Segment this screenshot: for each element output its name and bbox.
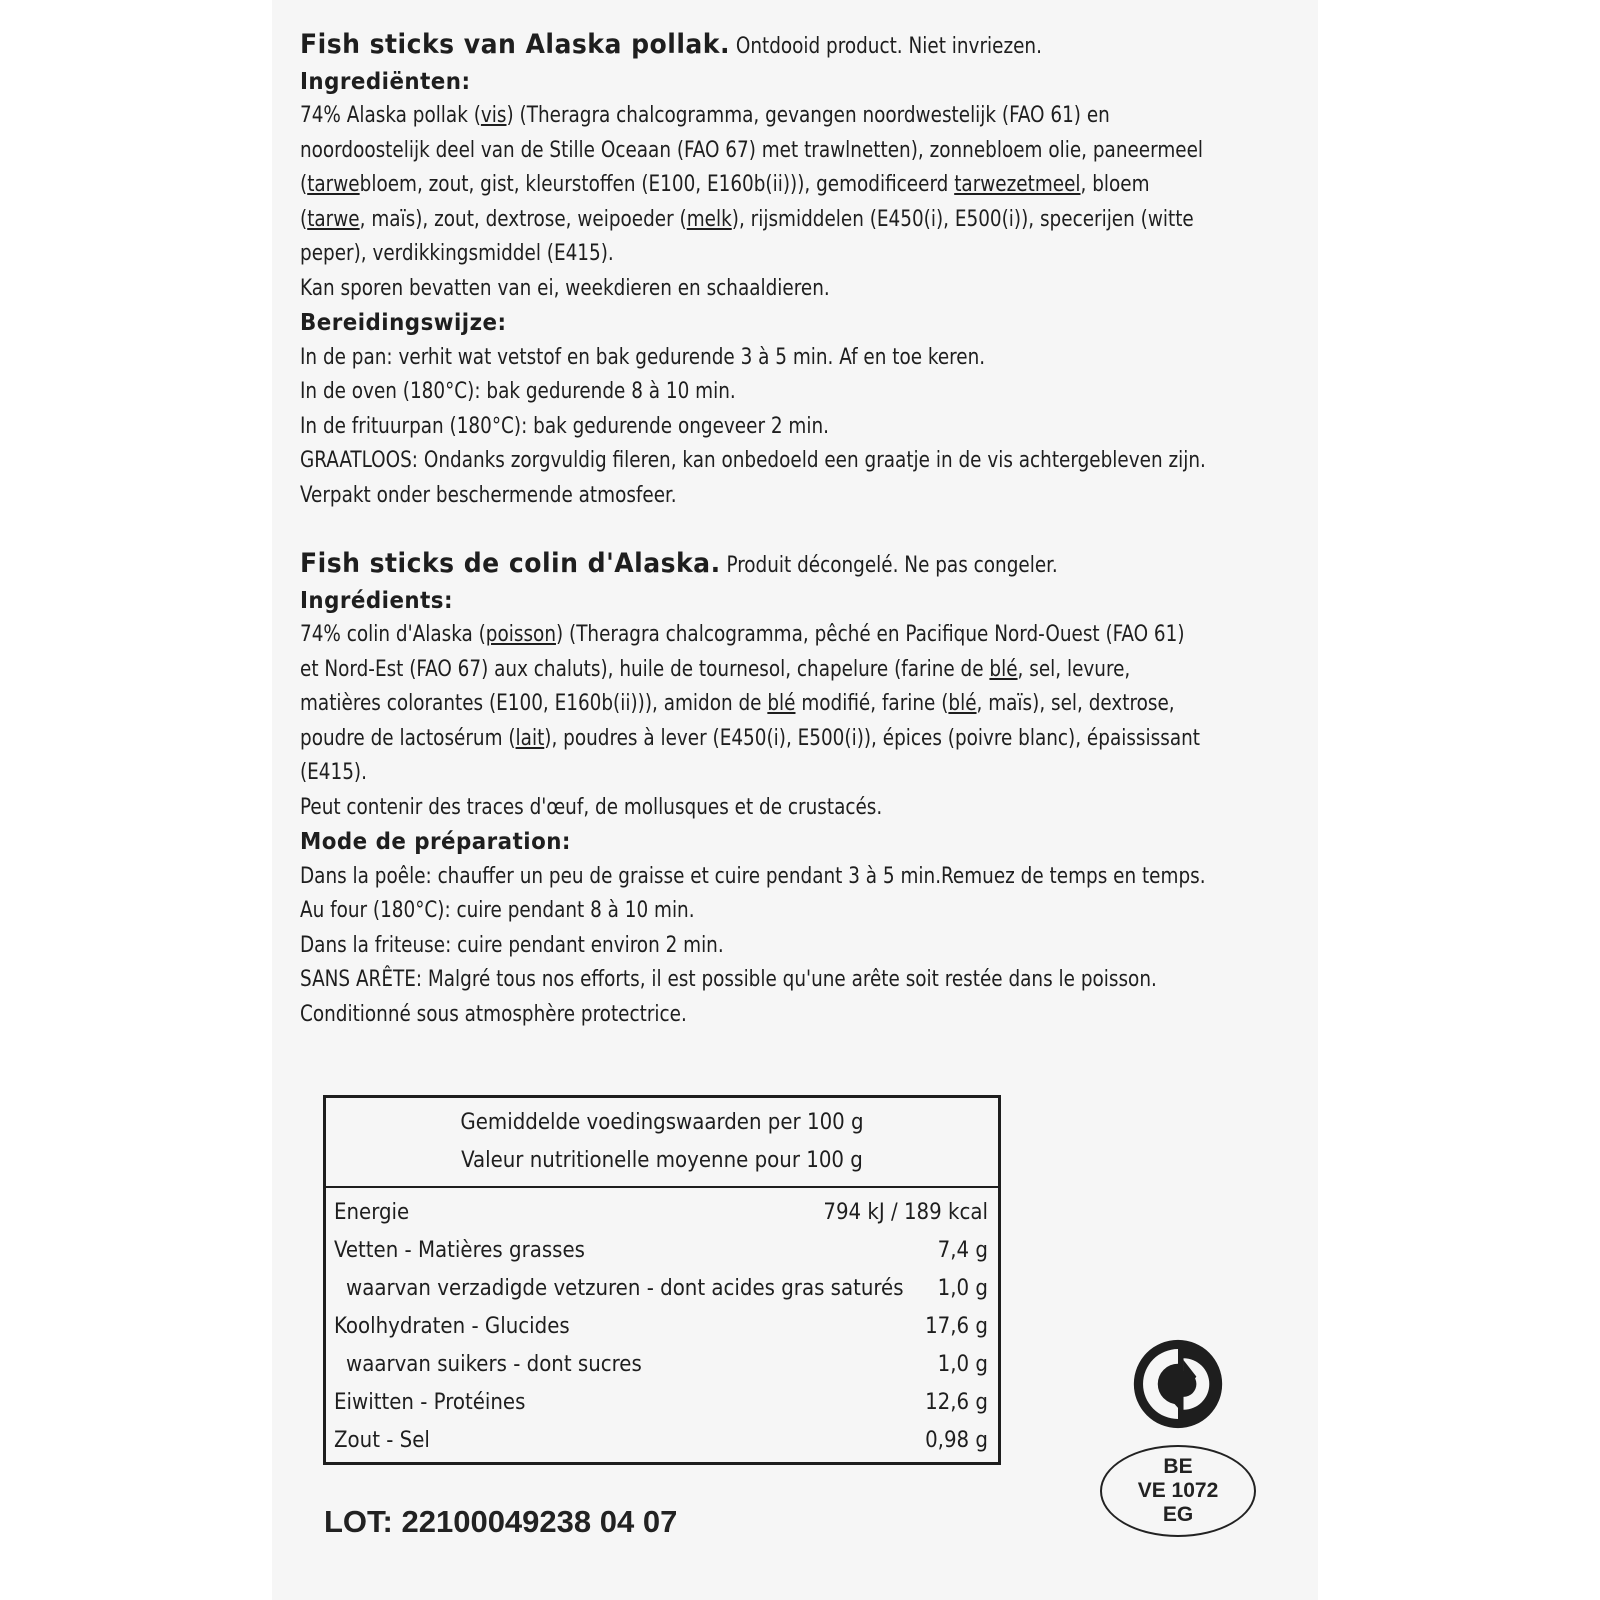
nl-title-note: Ontdooid product. Niet invriezen.: [735, 34, 1042, 59]
health-mark-number: VE 1072: [1137, 1479, 1219, 1502]
nutrition-row: Koolhydraten - Glucides 17,6 g: [334, 1314, 988, 1339]
nl-ingredients-line-2: noordoostelijk deel van de Stille Oceaan (FAO 67) met trawlnetten), zonnebloem olie, paneermeel: [300, 137, 1204, 163]
nl-ingredients-heading: Ingrediënten:: [300, 68, 471, 95]
nl-ingredients-line-5: peper), verdikkingsmiddel (E415).: [300, 241, 614, 266]
fr-packed: Conditionné sous atmosphère protectrice.: [300, 1001, 687, 1027]
allergen: lait: [515, 725, 545, 751]
health-mark-country: BE: [1163, 1455, 1193, 1478]
nutrition-header: [326, 1098, 998, 1188]
nl-prep-fryer: In de frituurpan (180°C): bak gedurende ongeveer 2 min.: [300, 413, 829, 439]
fr-ingredients-line-4: poudre de lactosérum (lait), poudres à lever (E450(i), E500(i)), épices (poivre blanc), épaississant: [300, 725, 1200, 751]
fr-title-line: [300, 547, 1230, 584]
allergen: blé: [948, 691, 977, 716]
fr-ingredients-heading: Ingrédients:: [300, 587, 454, 614]
fr-prep-pan: Dans la poêle: chauffer un peu de graisse et cuire pendant 3 à 5 min.Remuez de temps en temps.: [300, 863, 1206, 889]
nutrition-row: waarvan suikers - dont sucres 1,0 g: [346, 1352, 988, 1377]
allergen: tarwe: [307, 172, 360, 197]
nl-ingredients-line-1: 74% Alaska pollak (vis) (Theragra chalcogramma, gevangen noordwestelijk (FAO 61) en: [300, 103, 1110, 128]
fr-prep-oven: Au four (180°C): cuire pendant 8 à 10 min.: [300, 898, 695, 923]
nl-title-line: [300, 28, 1230, 65]
fr-ingredients-line-5: (E415).: [300, 760, 367, 785]
nl-ingredients-line-4: (tarwe, maïs), zout, dextrose, weipoeder (melk), rijsmiddelen (E450(i), E500(i)), specerijen (witte: [300, 206, 1194, 232]
nl-prep-heading: Bereidingswijze:: [300, 310, 507, 336]
allergen: tarwe: [307, 206, 360, 232]
nl-traces: Kan sporen bevatten van ei, weekdieren en schaaldieren.: [300, 275, 830, 301]
section-gap: [300, 513, 1230, 547]
allergen: blé: [767, 691, 796, 716]
fr-prep-heading: Mode de préparation:: [300, 829, 571, 855]
lot-number: LOT: 22100049238 04 07: [324, 1504, 678, 1539]
fr-title-note: Produit décongelé. Ne pas congeler.: [726, 553, 1058, 578]
fr-traces: Peut contenir des traces d'œuf, de mollusques et de crustacés.: [300, 794, 883, 820]
nutrition-row: Energie 794 kJ / 189 kcal: [334, 1200, 988, 1225]
nutrition-header-fr: Valeur nutritionelle moyenne pour 100 g: [461, 1148, 863, 1173]
allergen: tarwezetmeel: [954, 172, 1081, 197]
allergen: blé: [989, 656, 1018, 682]
nutrition-table: [323, 1095, 1001, 1465]
allergen: vis: [480, 103, 507, 128]
allergen: poisson: [485, 622, 556, 647]
green-dot-icon: [1132, 1338, 1224, 1430]
health-mark: [1100, 1445, 1256, 1537]
fr-boneless: SANS ARÊTE: Malgré tous nos efforts, il est possible qu'une arête soit restée dans le poisson.: [300, 967, 1157, 992]
nl-ingredients-line-3: (tarwebloem, zout, gist, kleurstoffen (E100, E160b(ii))), gemodificeerd tarwezetmeel, bloem: [300, 172, 1150, 197]
nutrition-header-nl: Gemiddelde voedingswaarden per 100 g: [460, 1110, 864, 1135]
allergen: melk: [686, 206, 732, 232]
nutrition-row: waarvan verzadigde vetzuren - dont acides gras saturés 1,0 g: [346, 1276, 988, 1301]
nutrition-row: Eiwitten - Protéines 12,6 g: [334, 1390, 988, 1415]
nutrition-body: [326, 1188, 998, 1460]
fr-ingredients-line-1: 74% colin d'Alaska (poisson) (Theragra chalcogramma, pêché en Pacifique Nord-Ouest (FAO 61): [300, 622, 1185, 647]
fr-title: Fish sticks de colin d'Alaska.: [300, 548, 721, 579]
label-text: [300, 28, 1230, 1032]
nl-packed: Verpakt onder beschermende atmosfeer.: [300, 482, 677, 508]
nl-boneless: GRAATLOOS: Ondanks zorgvuldig fileren, kan onbedoeld een graatje in de vis achtergebleven zijn.: [300, 448, 1206, 473]
nl-prep-oven: In de oven (180°C): bak gedurende 8 à 10 min.: [300, 379, 736, 404]
nutrition-row: Zout - Sel 0,98 g: [334, 1428, 988, 1453]
fr-prep-fryer: Dans la friteuse: cuire pendant environ 2 min.: [300, 932, 724, 958]
fr-ingredients-line-2: et Nord-Est (FAO 67) aux chaluts), huile de tournesol, chapelure (farine de blé, sel, levure,: [300, 656, 1131, 682]
nl-title: Fish sticks van Alaska pollak.: [300, 29, 730, 60]
fr-ingredients-line-3: matières colorantes (E100, E160b(ii))), amidon de blé modifié, farine (blé, maïs), sel, dextrose,: [300, 691, 1175, 716]
health-mark-eg: EG: [1162, 1503, 1194, 1526]
nutrition-row: Vetten - Matières grasses 7,4 g: [334, 1238, 988, 1263]
nl-prep-pan: In de pan: verhit wat vetstof en bak gedurende 3 à 5 min. Af en toe keren.: [300, 344, 986, 370]
